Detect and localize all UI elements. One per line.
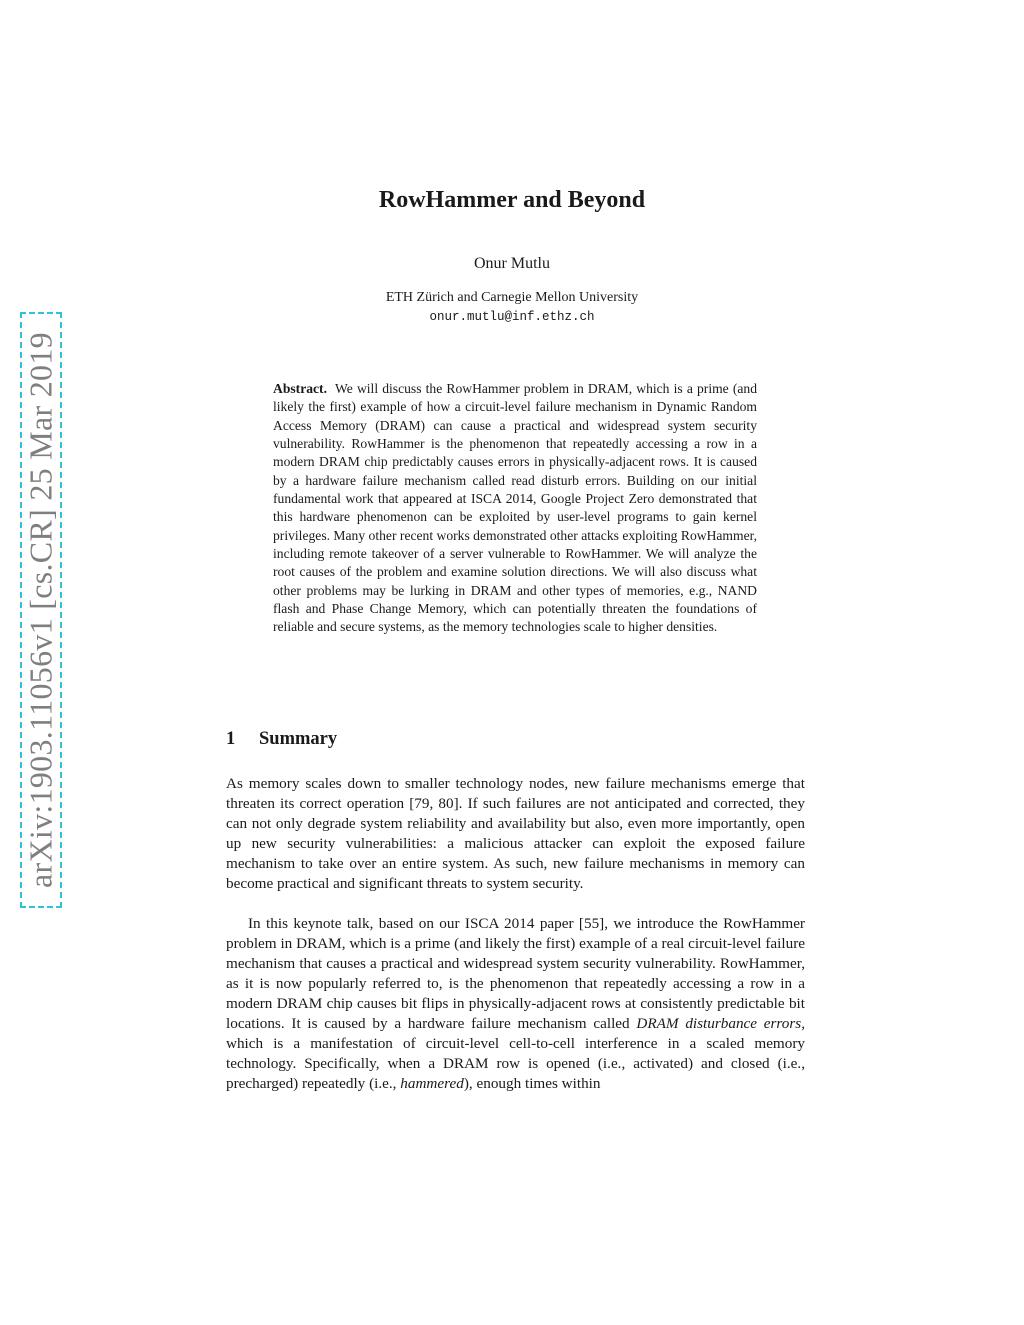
paragraph-1: As memory scales down to smaller technology nodes, new failure mechanisms emerge that threaten its correct operation [79, 80]. If such failures are not anticipated and corrected, they can not only degrade system reliability and availability but also, even more importantly, open up new security vulnerabilities: a malicious attacker can exploit the exposed failure mechanism to take over an entire system. As such, new failure mechanisms in memory can become practical and significant threats to system security.: [226, 775, 805, 893]
arxiv-stamp: [20, 312, 62, 908]
abstract-text: We will discuss the RowHammer problem in DRAM, which is a prime (and likely the first) example of how a circuit-level failure mechanism in Dynamic Random Access Memory (DRAM) can cause a practical and widespread system security vulnerability. RowHammer is the phenomenon that repeatedly accessing a row in a modern DRAM chip predictably causes errors in physically-adjacent rows. It is caused by a hardware failure mechanism called read disturb errors. Building on our initial fundamental work that appeared at ISCA 2014, Google Project Zero demonstrated that this hardware phenomenon can be exploited by user-level programs to gain kernel privileges. Many other recent works demonstrated other attacks exploiting RowHammer, including remote takeover of a server vulnerable to RowHammer. We will analyze the root causes of the problem and examine solution directions. We will also discuss what other problems may be lurking in DRAM and other types of memories, e.g., NAND flash and Phase Change Memory, which can potentially threaten the foundations of reliable and secure systems, as the memory technologies scale to higher densities.: [273, 381, 757, 635]
author-email[interactable]: onur.mutlu@inf.ethz.ch: [429, 310, 595, 324]
abstract-label: Abstract.: [273, 381, 327, 396]
paragraph-2-emphasis-1: DRAM disturbance errors: [636, 1015, 802, 1033]
section-number: 1: [226, 729, 236, 749]
abstract: [273, 380, 757, 637]
section-title: Summary: [259, 729, 338, 749]
section-heading: [226, 729, 337, 750]
paragraph-2-text-c: ), enough times within: [463, 1075, 601, 1093]
affiliation: ETH Zürich and Carnegie Mellon University: [385, 290, 639, 305]
paragraph-2-text-b: , which is a manifestation of circuit-level cell-to-cell interference in a scaled memory technology. Specifically, when a DRAM row is opened (i.e., activated) and closed (i.e., precharged) repeatedly (i.e.,: [226, 1015, 805, 1093]
paragraph-2: [226, 914, 805, 1094]
paper-title: RowHammer and Beyond: [378, 187, 646, 213]
author-name: Onur Mutlu: [474, 255, 550, 272]
paragraph-2-text-a: In this keynote talk, based on our ISCA 2014 paper [55], we introduce the RowHammer problem in DRAM, which is a prime (and likely the first) example of a real circuit-level failure mechanism that causes a practical and widespread system security vulnerability. RowHammer, as it is now popularly referred to, is the phenomenon that repeatedly accessing a row in a modern DRAM chip causes bit flips in physically-adjacent rows at consistently predictable bit locations. It is caused by a hardware failure mechanism called: [226, 915, 805, 1033]
arxiv-id[interactable]: arXiv:1903.11056v1 [cs.CR] 25 Mar 2019: [22, 332, 59, 888]
paragraph-2-emphasis-2: hammered: [400, 1075, 464, 1093]
